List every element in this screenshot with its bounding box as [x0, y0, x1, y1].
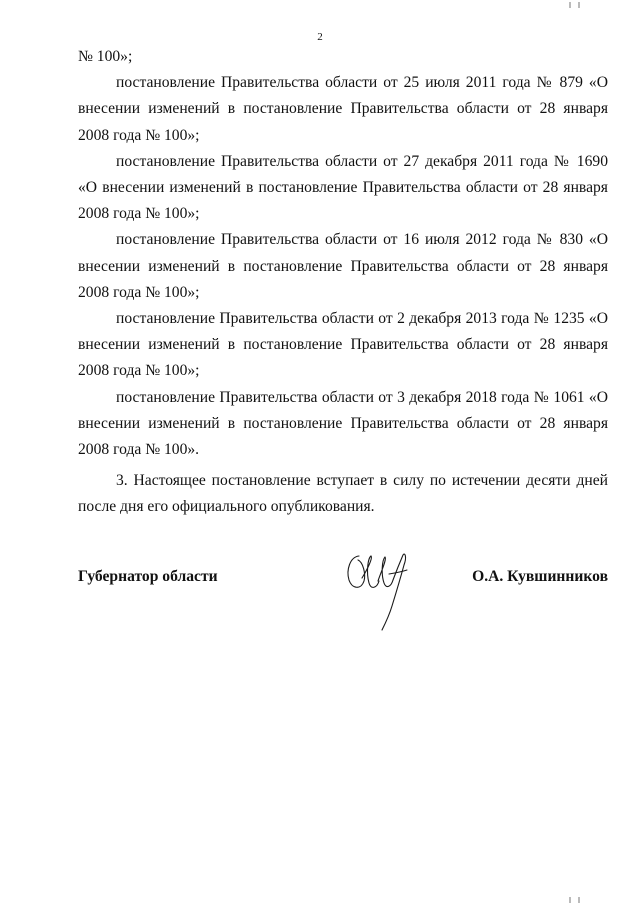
scan-corner-mark-top-icon — [568, 2, 582, 8]
signatory-position: Губернатор области — [78, 568, 218, 585]
scan-corner-mark-bottom-icon — [568, 897, 582, 903]
document-body — [78, 44, 608, 521]
page-number: 2 — [317, 31, 323, 43]
signatory-name: О.А. Кувшинников — [472, 568, 608, 585]
handwritten-signature-icon — [343, 548, 413, 633]
paragraph-continuation: № 100»; — [78, 48, 133, 65]
paragraph-decree-2011-879: постановление Правительства области от 25 июля 2011 года № 879 «О внесении изменений в постановление Правительства области от 28 января 2008 года № 100»; — [78, 74, 608, 144]
paragraph-entry-into-force: 3. Настоящее постановление вступает в силу по истечении десяти дней после дня его официального опубликования. — [78, 472, 608, 516]
paragraph-decree-2013-1235: постановление Правительства области от 2 декабря 2013 года № 1235 «О внесении изменений в постановление Правительства области от 28 января 2008 года № 100»; — [78, 310, 608, 380]
paragraph-decree-2012-830: постановление Правительства области от 16 июля 2012 года № 830 «О внесении изменений в постановление Правительства области от 28 января 2008 года № 100»; — [78, 231, 608, 301]
paragraph-decree-2011-1690: постановление Правительства области от 27 декабря 2011 года № 1690 «О внесении изменений в постановление Правительства области от 28 января 2008 года № 100»; — [78, 152, 608, 223]
paragraph-decree-2018-1061: постановление Правительства области от 3 декабря 2018 года № 1061 «О внесении изменений в постановление Правительства области от 28 января 2008 года № 100». — [78, 388, 608, 459]
